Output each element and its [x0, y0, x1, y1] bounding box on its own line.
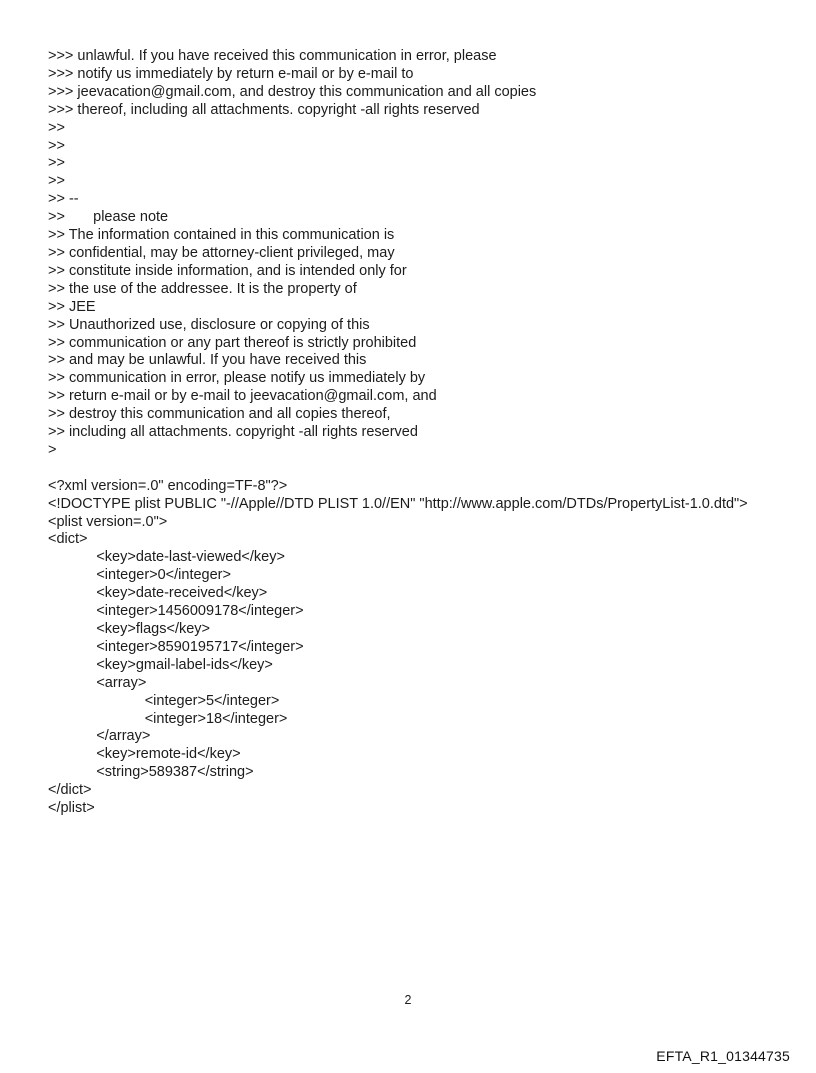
text-line: >> communication or any part thereof is strictly prohibited — [48, 334, 417, 351]
text-line: >> — [48, 119, 65, 136]
text-line: >> please note — [48, 209, 169, 226]
text-line: >>> jeevacation@gmail.com, and destroy this communication and all copies — [48, 83, 537, 100]
text-line: <plist version=.0"> — [48, 513, 168, 530]
text-line: >> the use of the addressee. It is the property of — [48, 280, 357, 297]
text-line: >>> notify us immediately by return e-mail or by e-mail to — [48, 65, 414, 82]
text-line: >> confidential, may be attorney-client privileged, may — [48, 244, 395, 261]
text-line: >> and may be unlawful. If you have received this — [48, 352, 367, 369]
text-line: <integer>0</integer> — [48, 567, 231, 584]
document-text-body — [48, 48, 796, 818]
text-line: <integer>1456009178</integer> — [48, 603, 304, 620]
text-line: <?xml version=.0" encoding=TF-8"?> — [48, 477, 288, 494]
text-line: <string>589387</string> — [48, 764, 254, 781]
bates-number: EFTA_R1_01344735 — [656, 1048, 790, 1064]
text-line: >> JEE — [48, 298, 96, 315]
text-line: <dict> — [48, 531, 88, 548]
text-line: </array> — [48, 728, 151, 745]
text-line: >> — [48, 155, 65, 172]
text-line: <key>date-last-viewed</key> — [48, 549, 285, 566]
text-line: <integer>18</integer> — [48, 710, 288, 727]
text-line: >> — [48, 173, 65, 190]
text-line: >> -- — [48, 191, 79, 208]
text-line: <key>remote-id</key> — [48, 746, 241, 763]
text-line: <integer>8590195717</integer> — [48, 638, 304, 655]
text-line: >> constitute inside information, and is intended only for — [48, 262, 407, 279]
text-line: <key>date-received</key> — [48, 585, 268, 602]
text-line: >>> thereof, including all attachments. copyright -all rights reserved — [48, 101, 480, 118]
text-line: >> including all attachments. copyright -all rights reserved — [48, 424, 418, 441]
text-line: > — [48, 441, 57, 458]
text-line: <integer>5</integer> — [48, 692, 280, 709]
text-line: >> destroy this communication and all copies thereof, — [48, 406, 391, 423]
email-disclaimer-quote-block — [48, 48, 796, 460]
text-line: <key>gmail-label-ids</key> — [48, 656, 273, 673]
text-line: </plist> — [48, 800, 95, 817]
text-line: >> communication in error, please notify us immediately by — [48, 370, 426, 387]
text-line: <array> — [48, 674, 147, 691]
text-line: <!DOCTYPE plist PUBLIC "-//Apple//DTD PLIST 1.0//EN" "http://www.apple.com/DTDs/PropertyList-1.0.dtd"> — [48, 495, 748, 512]
page-number: 2 — [404, 993, 412, 1007]
text-line: >> return e-mail or by e-mail to jeevacation@gmail.com, and — [48, 388, 437, 405]
text-line: >> — [48, 137, 65, 154]
text-line: >> Unauthorized use, disclosure or copying of this — [48, 316, 370, 333]
text-line: </dict> — [48, 782, 92, 799]
text-line: <key>flags</key> — [48, 620, 211, 637]
text-line: >>> unlawful. If you have received this communication in error, please — [48, 48, 497, 64]
plist-xml-block — [48, 478, 796, 818]
text-line: >> The information contained in this communication is — [48, 227, 395, 244]
